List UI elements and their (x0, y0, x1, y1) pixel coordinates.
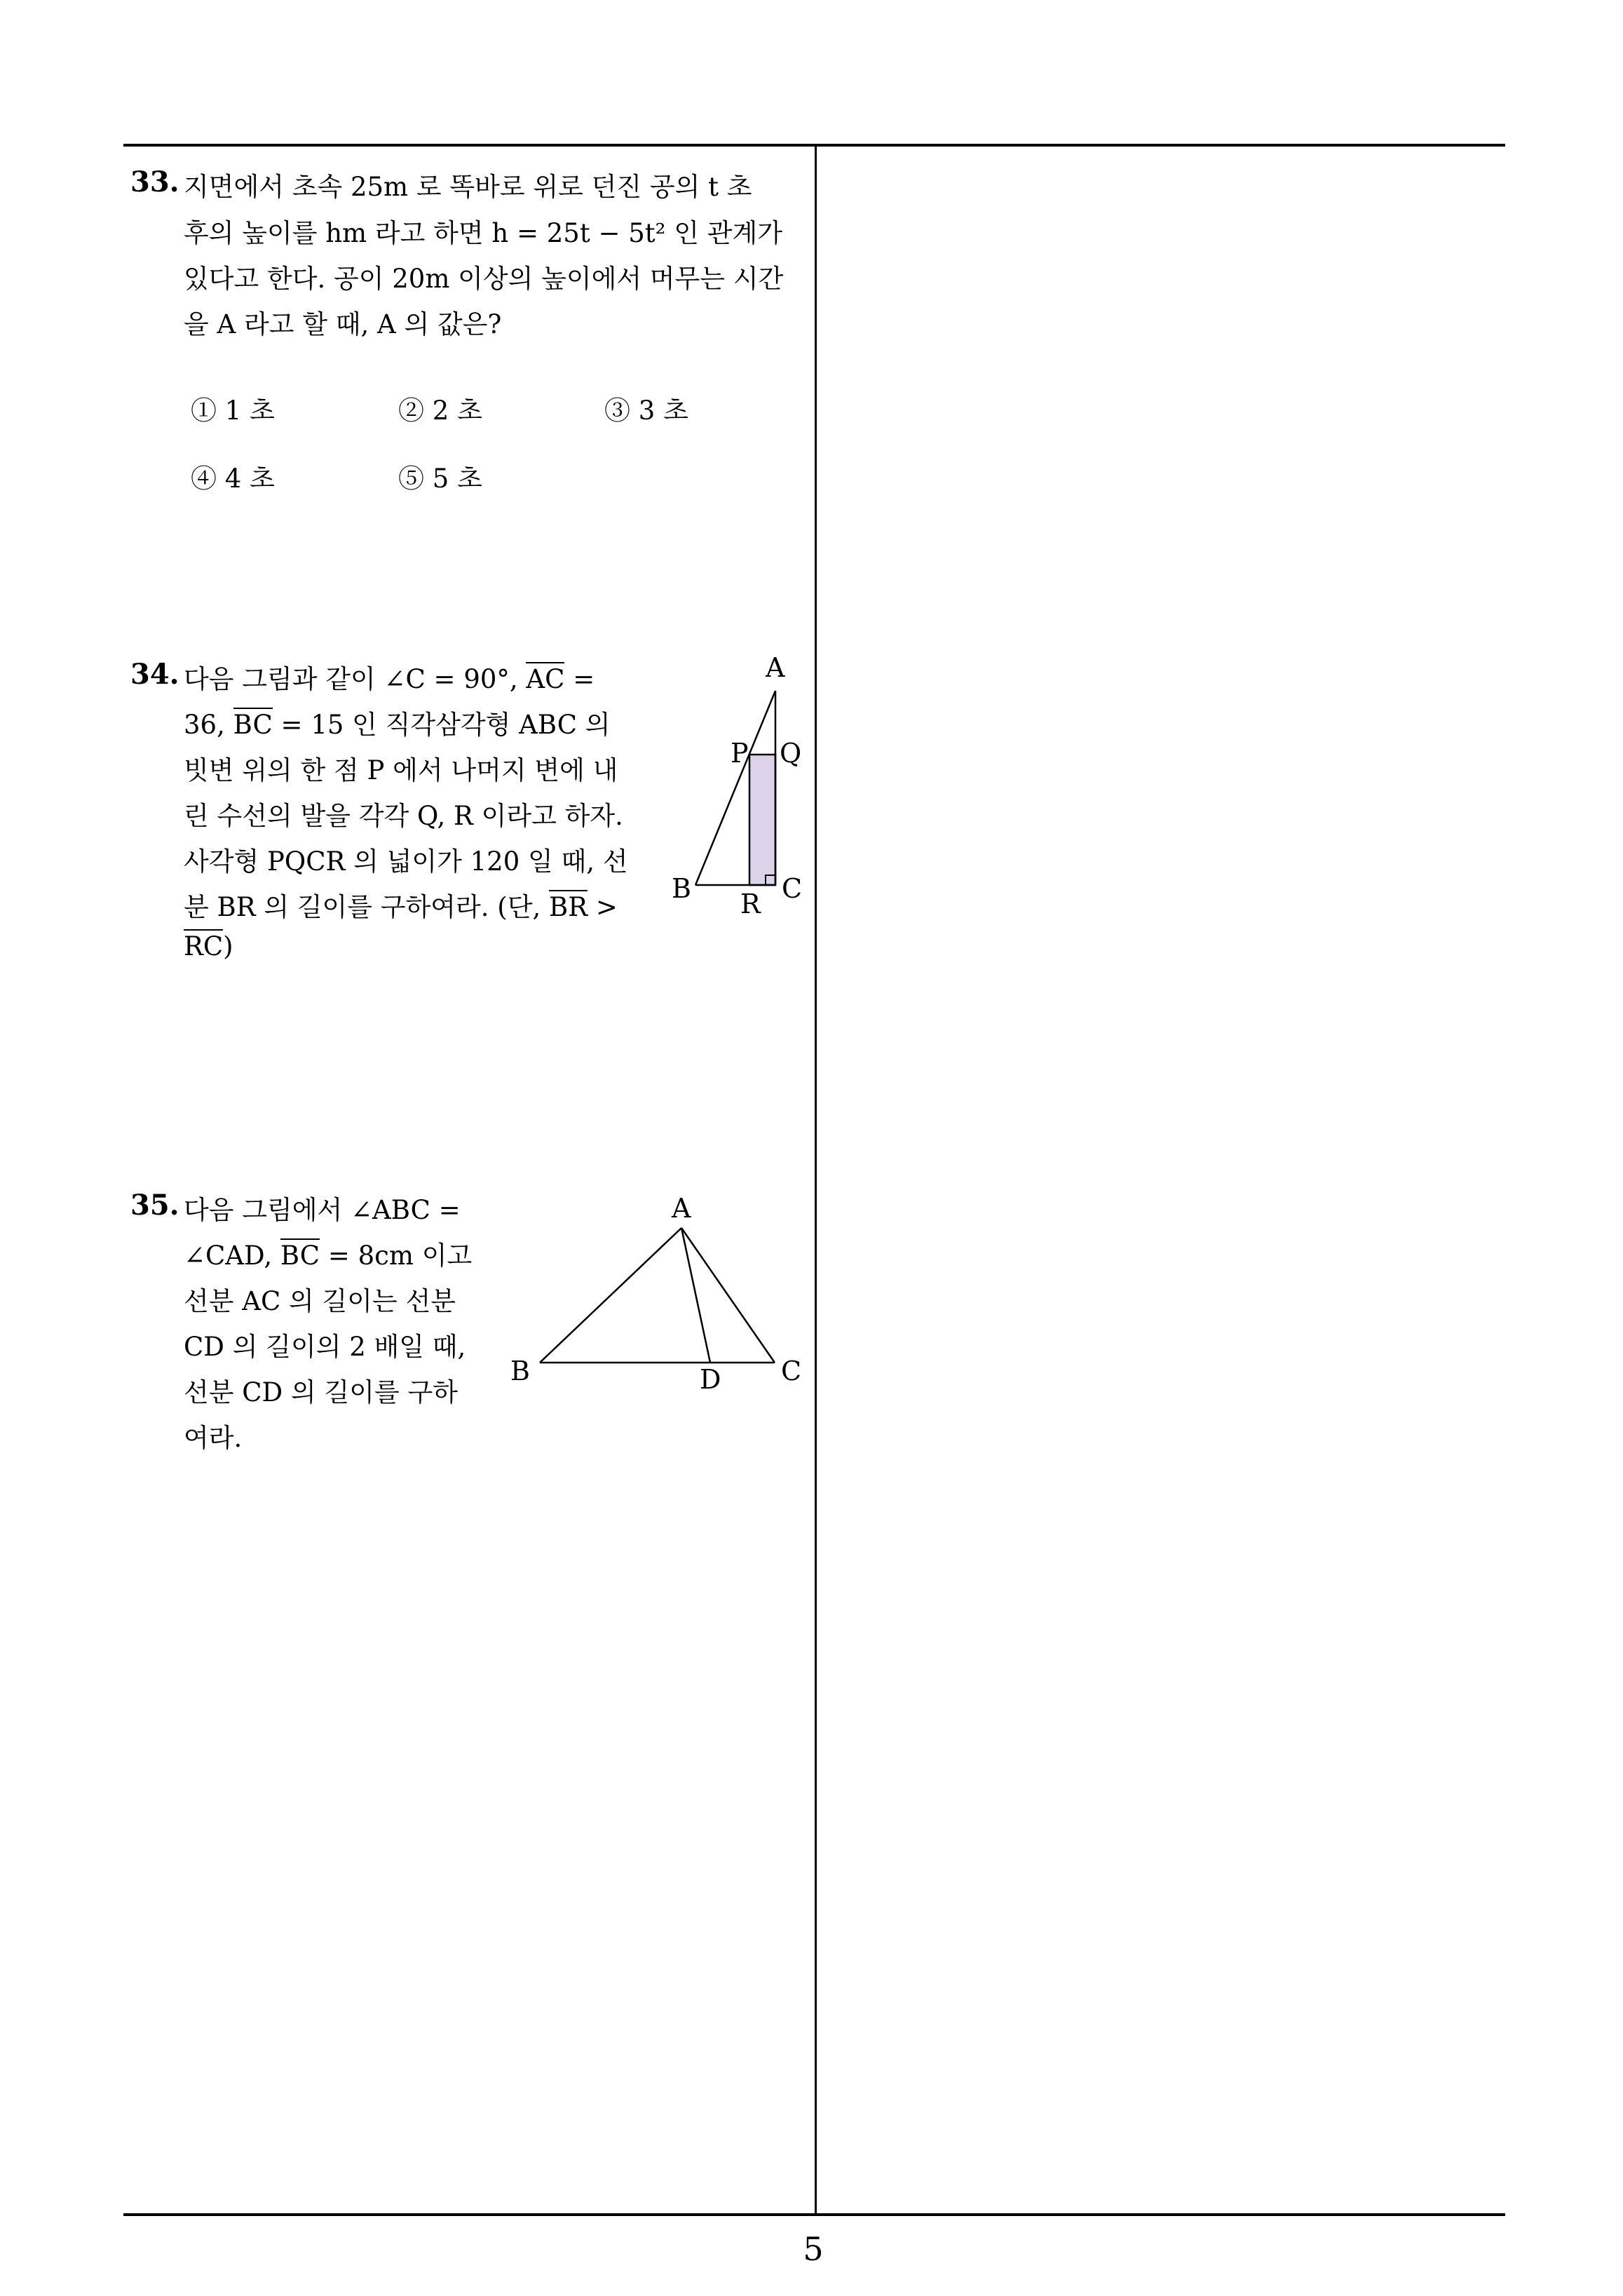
segment-bc-overline: BC (233, 708, 273, 740)
q33-choice-4[interactable]: ④ 4 초 (191, 464, 275, 494)
q35-line-3: 선분 AC 의 길이는 선분 (184, 1286, 456, 1316)
q33-line-3: 있다고 한다. 공이 20m 이상의 높이에서 머무는 시간 (184, 264, 784, 294)
q33-line-2: 후의 높이를 hm 라고 하면 h = 25t − 5t² 인 관계가 (184, 218, 782, 248)
q34-line-5: 사각형 PQCR 의 넓이가 120 일 때, 선 (184, 846, 628, 877)
label-r: R (740, 889, 761, 919)
q34-triangle-figure (666, 652, 813, 926)
label-a-35: A (672, 1193, 691, 1224)
q34-number: 34. (130, 658, 179, 691)
segment-br-overline: BR (549, 890, 588, 922)
q33-choice-2[interactable]: ② 2 초 (398, 396, 482, 426)
segment-ac-overline: AC (526, 662, 564, 694)
q34-line-4: 린 수선의 발을 각각 Q, R 이라고 하자. (184, 801, 623, 831)
bottom-rule (123, 2213, 1505, 2216)
label-b-35: B (510, 1356, 530, 1386)
q35-line-2: ∠CAD, BC = 8cm 이고 (184, 1234, 472, 1272)
label-c: C (782, 873, 803, 904)
segment-rc-overline: RC (184, 929, 223, 961)
q34-line-1: 다음 그림과 같이 ∠C = 90°, AC = (184, 658, 595, 696)
q33-number: 33. (130, 166, 179, 198)
page-number: 5 (803, 2230, 824, 2268)
q33-choice-1[interactable]: ① 1 초 (191, 396, 275, 426)
q35-number: 35. (130, 1189, 179, 1222)
q35-line-4: CD 의 길이의 2 배일 때, (184, 1332, 466, 1362)
q34-line-2: 36, BC = 15 인 직각삼각형 ABC 의 (184, 703, 611, 741)
label-c-35: C (781, 1356, 802, 1386)
segment-bc-overline-35: BC (280, 1238, 320, 1271)
q35-line-6: 여라. (184, 1423, 243, 1453)
q33-line-4: 을 A 라고 할 때, A 의 값은? (184, 309, 502, 339)
label-a: A (766, 652, 785, 683)
column-divider (815, 145, 817, 2215)
q35-line-5: 선분 CD 의 길이를 구하 (184, 1377, 458, 1407)
label-b: B (672, 873, 691, 904)
label-d-35: D (700, 1364, 721, 1395)
side-ab-35 (540, 1228, 681, 1363)
q35-triangle-figure (505, 1189, 813, 1406)
q34-line-3: 빗변 위의 한 점 P 에서 나머지 변에 내 (184, 755, 618, 785)
q33-choice-5[interactable]: ⑤ 5 초 (398, 464, 482, 494)
label-p: P (731, 738, 749, 769)
q34-line-6: 분 BR 의 길이를 구하여라. (단, BR > (184, 886, 618, 924)
q33-line-1: 지면에서 초속 25m 로 똑바로 위로 던진 공의 t 초 (184, 172, 752, 202)
label-q: Q (780, 738, 802, 769)
q35-line-1: 다음 그림에서 ∠ABC = (184, 1195, 461, 1225)
q34-line-7: RC) (184, 931, 233, 961)
rectangle-pqcr (749, 755, 775, 885)
q33-choice-3[interactable]: ③ 3 초 (604, 396, 688, 426)
